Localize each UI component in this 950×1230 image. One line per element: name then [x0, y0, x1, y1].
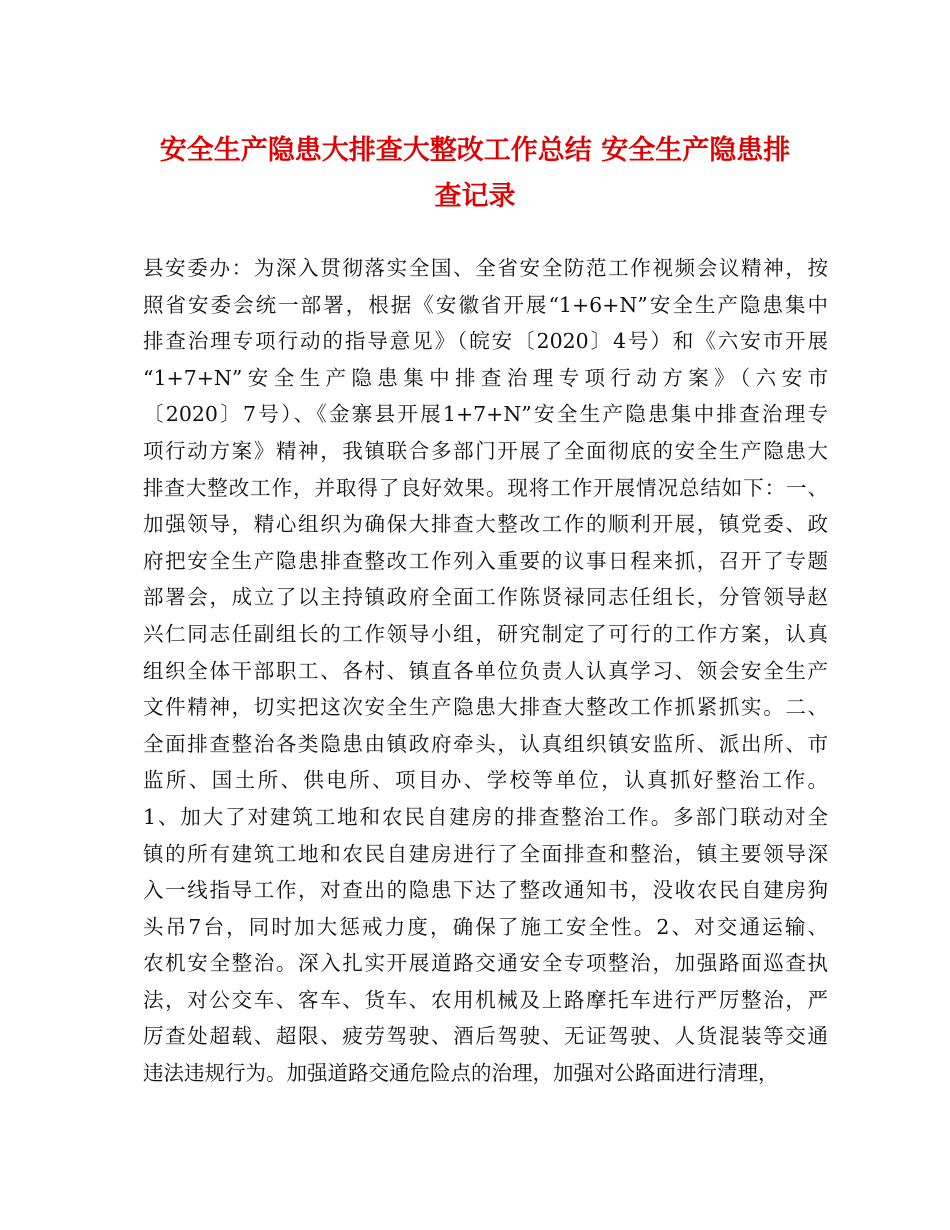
body-line: 1、加大了对建筑工地和农民自建房的排查整治工作。多部门联动对全 — [143, 804, 828, 829]
body-line: 入一线指导工作，对查出的隐患下达了整改通知书，没收农民自建房狗 — [143, 878, 828, 903]
document-body — [143, 250, 828, 1092]
body-line: 违法违规行为。加强道路交通危险点的治理，加强对公路面进行清理， — [143, 1061, 779, 1086]
title-line-1: 安全生产隐患大排查大整改工作总结 安全生产隐患排 — [159, 135, 791, 166]
body-line: 镇的所有建筑工地和农民自建房进行了全面排查和整治，镇主要领导深 — [143, 841, 828, 866]
body-line: 照省安委会统一部署，根据《安徽省开展“1+6+N”安全生产隐患集中 — [143, 292, 828, 317]
body-line: 加强领导，精心组织为确保大排查大整改工作的顺利开展，镇党委、政 — [143, 512, 828, 537]
document-title — [120, 128, 830, 220]
body-line: 组织全体干部职工、各村、镇直各单位负责人认真学习、领会安全生产 — [143, 658, 828, 683]
body-line: 文件精神，切实把这次安全生产隐患大排查大整改工作抓紧抓实。二、 — [143, 695, 828, 720]
body-line: “1+7+N”安全生产隐患集中排查治理专项行动方案》（六安市 — [143, 365, 828, 390]
body-line: 部署会，成立了以主持镇政府全面工作陈贤禄同志任组长，分管领导赵 — [143, 585, 828, 610]
title-line-2: 查记录 — [434, 181, 516, 212]
body-line: 兴仁同志任副组长的工作领导小组，研究制定了可行的工作方案，认真 — [143, 621, 828, 646]
body-line: 〔2020〕7号）、《金寨县开展1+7+N”安全生产隐患集中排查治理专 — [143, 402, 828, 427]
body-line: 县安委办：为深入贯彻落实全国、全省安全防范工作视频会议精神，按 — [143, 256, 828, 280]
body-line: 排查大整改工作，并取得了良好效果。现将工作开展情况总结如下：一、 — [143, 475, 828, 500]
body-line: 头吊7台，同时加大惩戒力度，确保了施工安全性。2、对交通运输、 — [143, 914, 828, 939]
body-line: 监所、国土所、供电所、项目办、学校等单位，认真抓好整治工作。 — [143, 768, 828, 793]
body-line: 厉查处超载、超限、疲劳驾驶、酒后驾驶、无证驾驶、人货混装等交通 — [143, 1024, 828, 1049]
body-line: 农机安全整治。深入扎实开展道路交通安全专项整治，加强路面巡查执 — [143, 951, 828, 976]
body-line: 府把安全生产隐患排查整改工作列入重要的议事日程来抓，召开了专题 — [143, 548, 828, 573]
body-line: 全面排查整治各类隐患由镇政府牵头，认真组织镇安监所、派出所、市 — [143, 731, 828, 756]
body-line: 法，对公交车、客车、货车、农用机械及上路摩托车进行严厉整治，严 — [143, 987, 828, 1012]
body-line: 项行动方案》精神，我镇联合多部门开展了全面彻底的安全生产隐患大 — [143, 438, 828, 463]
body-line: 排查治理专项行动的指导意见》（皖安〔2020〕4号）和《六安市开展 — [143, 329, 828, 354]
